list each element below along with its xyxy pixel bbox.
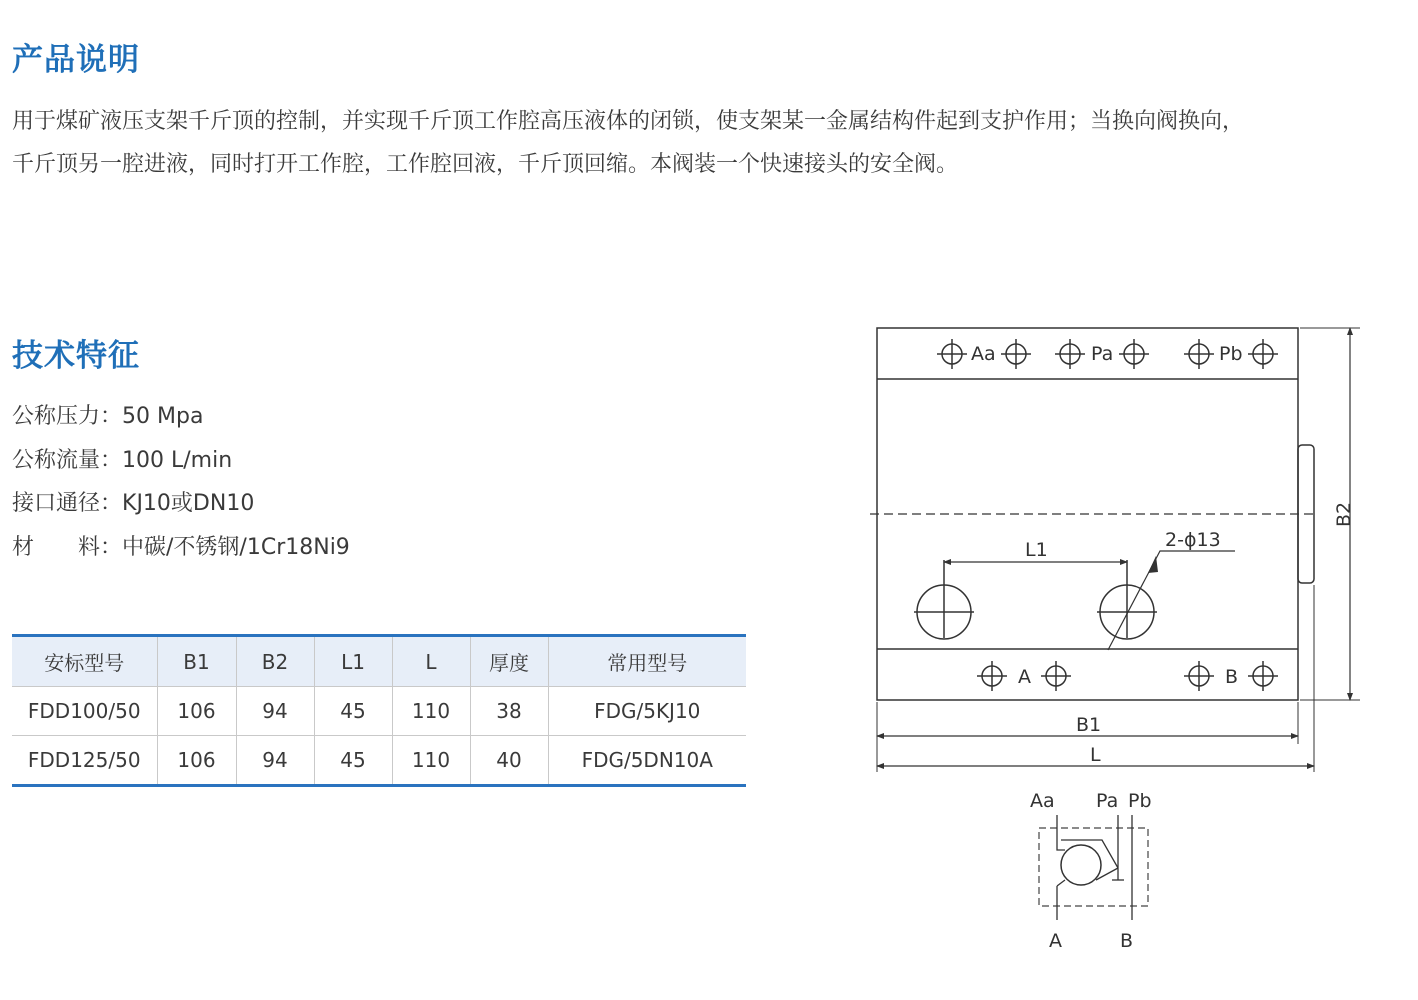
- check-valve-ball-icon: [1061, 845, 1101, 885]
- spec-label: 公称流量：: [12, 447, 123, 473]
- symbol-label-pa: Pa: [1096, 790, 1119, 812]
- model-table: [12, 634, 746, 787]
- spec-label: 材 料：: [12, 534, 123, 560]
- spec-item-pressure: [12, 395, 350, 439]
- table-header-row: [12, 636, 746, 687]
- col-header-b1: B1: [157, 636, 236, 687]
- dimension-label-b2: B2: [1333, 501, 1355, 527]
- spec-value: 100 L/min: [122, 447, 233, 473]
- spec-value: 50 Mpa: [122, 404, 204, 429]
- mounting-holes: [914, 529, 1235, 650]
- symbol-label-pb: Pb: [1128, 790, 1152, 812]
- port-markers: [937, 339, 1278, 691]
- bottom-dimensions: [877, 585, 1314, 772]
- port-crosshair-icon: [1055, 339, 1085, 369]
- table-cell: 45: [314, 687, 392, 736]
- spec-label: 公称压力：: [12, 404, 123, 429]
- table-row: [12, 736, 746, 786]
- table-cell: FDG/5KJ10: [548, 687, 746, 736]
- dimension-label-b1: B1: [1076, 714, 1102, 736]
- port-crosshair-icon: [1119, 339, 1149, 369]
- spec-item-port-size: [12, 482, 350, 526]
- table-row: [12, 687, 746, 736]
- description-line: 千斤顶另一腔进液，同时打开工作腔，工作腔回液，千斤顶回缩。本阀装一个快速接头的安全阀。: [12, 152, 959, 177]
- table-cell: 94: [236, 687, 314, 736]
- table-cell: 40: [470, 736, 548, 786]
- symbol-label-b: B: [1120, 930, 1134, 952]
- col-header-model: 安标型号: [12, 636, 157, 687]
- port-crosshair-icon: [977, 661, 1007, 691]
- dimension-label-l1: L1: [1025, 539, 1048, 561]
- spec-list: [12, 395, 350, 569]
- col-header-l: L: [392, 636, 470, 687]
- product-description: [12, 100, 1412, 186]
- table-cell: FDD125/50: [12, 736, 157, 786]
- port-crosshair-icon: [1248, 339, 1278, 369]
- port-label-b: B: [1225, 666, 1239, 688]
- symbol-label-aa: Aa: [1030, 790, 1055, 812]
- table-cell: 106: [157, 736, 236, 786]
- table-cell: FDD100/50: [12, 687, 157, 736]
- port-crosshair-icon: [1184, 661, 1214, 691]
- port-label-pb: Pb: [1219, 343, 1243, 365]
- spec-label: 接口通径：: [12, 491, 123, 516]
- port-crosshair-icon: [1184, 339, 1214, 369]
- dimension-label-hole: 2-ϕ13: [1165, 529, 1221, 551]
- col-header-l1: L1: [314, 636, 392, 687]
- description-line: 用于煤矿液压支架千斤顶的控制，并实现千斤顶工作腔高压液体的闭锁，使支架某一金属结构件起到支护作用；当换向阀换向，: [12, 109, 1245, 134]
- table-cell: 45: [314, 736, 392, 786]
- spec-item-material: [12, 526, 350, 570]
- port-crosshair-icon: [1041, 661, 1071, 691]
- spec-value: 中碳/不锈钢/1Cr18Ni9: [122, 534, 350, 560]
- port-label-aa: Aa: [971, 343, 996, 365]
- spec-item-flow: [12, 439, 350, 483]
- section-title-product-description: 产品说明: [12, 42, 140, 78]
- port-label-pa: Pa: [1091, 343, 1114, 365]
- valve-technical-drawing: [860, 320, 1380, 960]
- hydraulic-symbol: [1030, 790, 1152, 952]
- section-title-technical-features: 技术特征: [12, 338, 140, 374]
- dimension-label-l: L: [1090, 744, 1101, 766]
- table-cell: 38: [470, 687, 548, 736]
- table-cell: 110: [392, 687, 470, 736]
- col-header-b2: B2: [236, 636, 314, 687]
- table-cell: FDG/5DN10A: [548, 736, 746, 786]
- port-crosshair-icon: [1001, 339, 1031, 369]
- table-cell: 106: [157, 687, 236, 736]
- symbol-label-a: A: [1049, 930, 1062, 952]
- table-cell: 110: [392, 736, 470, 786]
- port-crosshair-icon: [1248, 661, 1278, 691]
- valve-body-outline: [870, 328, 1315, 700]
- port-crosshair-icon: [937, 339, 967, 369]
- col-header-common-model: 常用型号: [548, 636, 746, 687]
- table-cell: 94: [236, 736, 314, 786]
- col-header-thickness: 厚度: [470, 636, 548, 687]
- spec-value: KJ10或DN10: [122, 491, 255, 516]
- port-label-a: A: [1018, 666, 1031, 688]
